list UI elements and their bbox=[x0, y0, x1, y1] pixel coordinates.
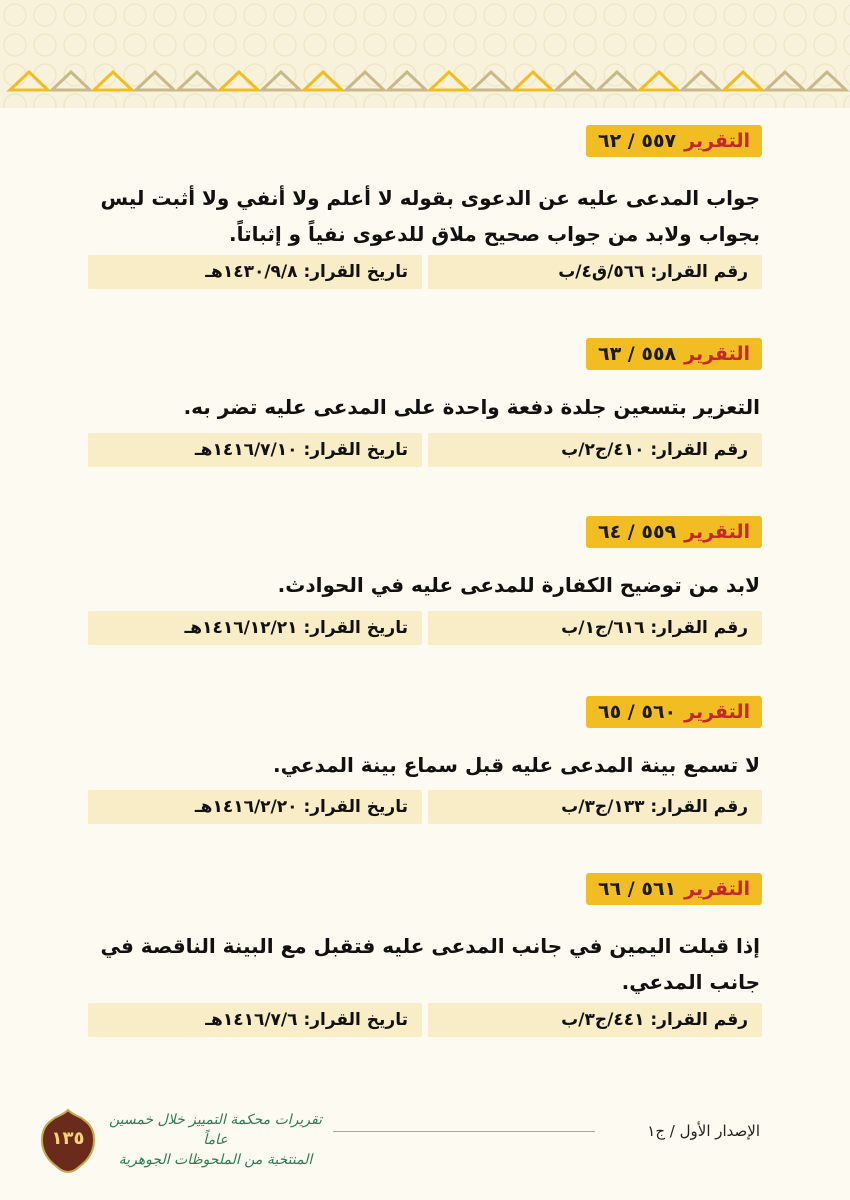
entry-title-number: ٥٥٨ / ٦٣ bbox=[597, 343, 677, 365]
entry-title-tag bbox=[586, 873, 762, 905]
zigzag-triangle bbox=[304, 72, 342, 90]
entry-title-word: التقرير bbox=[684, 878, 750, 900]
zigzag-triangle bbox=[556, 72, 594, 90]
footer-book-title bbox=[98, 1110, 333, 1168]
page-number-badge bbox=[40, 1108, 96, 1174]
zigzag-triangle bbox=[52, 72, 90, 90]
footer-book-title-line2: المنتخبة من الملحوظات الجوهرية bbox=[118, 1152, 313, 1168]
decision-number: رقم القرار: ٥٦٦/ق٤/ب bbox=[428, 255, 762, 289]
entry-title-word: التقرير bbox=[684, 343, 750, 365]
zigzag-triangle bbox=[94, 72, 132, 90]
entry-title-word: التقرير bbox=[684, 130, 750, 152]
entry-text: لا تسمع بينة المدعى عليه قبل سماع بينة المدعي. bbox=[273, 753, 760, 777]
decision-date: تاريخ القرار: ١٤١٦/٧/١٠هـ bbox=[88, 433, 422, 467]
decision-number: رقم القرار: ٤١٠/ج٢/ب bbox=[428, 433, 762, 467]
decision-number: رقم القرار: ٤٤١/ج٣/ب bbox=[428, 1003, 762, 1037]
entry-title-number: ٥٦٠ / ٦٥ bbox=[597, 701, 677, 723]
zigzag-triangle bbox=[640, 72, 678, 90]
entry-text: لابد من توضيح الكفارة للمدعى عليه في الحوادث. bbox=[277, 573, 760, 597]
entry-title-tag bbox=[586, 696, 762, 728]
zigzag-triangle bbox=[766, 72, 804, 90]
page-number: ١٣٥ bbox=[51, 1128, 85, 1149]
decision-date: تاريخ القرار: ١٤١٦/٧/٦هـ bbox=[88, 1003, 422, 1037]
zigzag-triangle bbox=[598, 72, 636, 90]
zigzag-triangle bbox=[514, 72, 552, 90]
decision-date: تاريخ القرار: ١٤٣٠/٩/٨هـ bbox=[88, 255, 422, 289]
zigzag-triangle bbox=[388, 72, 426, 90]
zigzag-border bbox=[0, 70, 850, 108]
header-ornament-band bbox=[0, 0, 850, 108]
entry-text: إذا قبلت اليمين في جانب المدعى عليه فتقبل مع البينة الناقصة في جانب المدعي. bbox=[100, 934, 760, 994]
footer-book-title-line1: تقريرات محكمة التمييز خلال خمسين عاماً bbox=[108, 1112, 322, 1148]
zigzag-triangle bbox=[430, 72, 468, 90]
zigzag-triangle bbox=[262, 72, 300, 90]
decision-date: تاريخ القرار: ١٤١٦/٢/٢٠هـ bbox=[88, 790, 422, 824]
decision-date: تاريخ القرار: ١٤١٦/١٢/٢١هـ bbox=[88, 611, 422, 645]
entry-text: التعزير بتسعين جلدة دفعة واحدة على المدعى عليه تضر به. bbox=[183, 395, 760, 419]
decision-number: رقم القرار: ١٣٣/ج٣/ب bbox=[428, 790, 762, 824]
entry-title-tag bbox=[586, 338, 762, 370]
zigzag-triangle bbox=[682, 72, 720, 90]
zigzag-triangle bbox=[136, 72, 174, 90]
zigzag-triangle bbox=[808, 72, 846, 90]
zigzag-triangle bbox=[346, 72, 384, 90]
entry-title-word: التقرير bbox=[684, 701, 750, 723]
zigzag-triangle bbox=[724, 72, 762, 90]
footer-section-label: الإصدار الأول / ج١ bbox=[647, 1122, 760, 1140]
zigzag-triangle bbox=[472, 72, 510, 90]
entry-title-tag bbox=[586, 516, 762, 548]
zigzag-triangle bbox=[10, 72, 48, 90]
zigzag-triangle bbox=[220, 72, 258, 90]
decision-number: رقم القرار: ٦١٦/ج١/ب bbox=[428, 611, 762, 645]
entry-title-tag bbox=[586, 125, 762, 157]
footer-divider bbox=[333, 1131, 595, 1132]
entry-title-number: ٥٦١ / ٦٦ bbox=[597, 878, 677, 900]
entry-title-number: ٥٥٧ / ٦٢ bbox=[597, 130, 677, 152]
entry-title-word: التقرير bbox=[684, 521, 750, 543]
entry-text: جواب المدعى عليه عن الدعوى بقوله لا أعلم ولا أنفي ولا أثبت ليس بجواب ولابد من جواب صحيح ملاق للدعوى نفياً و إثباتاً. bbox=[100, 186, 760, 246]
entry-title-number: ٥٥٩ / ٦٤ bbox=[597, 521, 677, 543]
zigzag-triangle bbox=[178, 72, 216, 90]
